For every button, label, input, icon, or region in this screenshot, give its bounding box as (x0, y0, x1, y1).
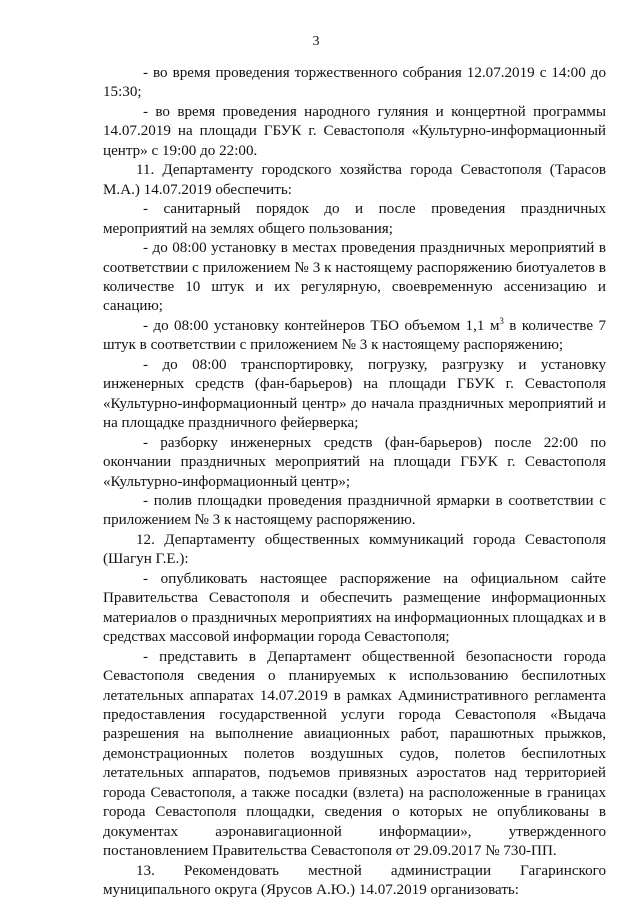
document-body (103, 64, 606, 900)
paragraph: - разборку инженерных средств (фан-барьеров) после 22:00 по окончании праздничных мероприятий на площади ГБУК г. Севастополя «Культурно-информационный центр»; (103, 434, 606, 490)
paragraph: - представить в Департамент общественной безопасности города Севастополя сведения о планируемых к использованию беспилотных летательных аппаратах 14.07.2019 в рамках Административного регламента предоставления государственной услуги города Севастополя «Выдача разрешения на выполнение авиационных работ, парашютных прыжков, демонстрационных полетов воздушных судов, полетов беспилотных летательных аппаратов, подъемов привязных аэростатов над территорией города Севастополя, а также посадки (взлета) на расположенные в границах города Севастополя площадки, сведения о которых не опубликованы в документах аэронавигационной информации», утвержденного постановлением Правительства Севастополя от 29.09.2017 № 730-ПП. (103, 648, 606, 860)
paragraph-item-13: 13. Рекомендовать местной администрации Гагаринского муниципального округа (Ярусов А.Ю.) 14.07.2019 организовать: (103, 862, 606, 899)
paragraph: - до 08:00 установку в местах проведения праздничных мероприятий в соответствии с приложением № 3 к настоящему распоряжению биотуалетов в количестве 10 штук и их регулярную, своевременную ассенизацию и санацию; (103, 240, 606, 315)
paragraph: - полив площадки проведения праздничной ярмарки в соответствии с приложением № 3 к настоящему распоряжению. (103, 492, 606, 529)
superscript: 3 (499, 315, 504, 326)
paragraph: - опубликовать настоящее распоряжение на официальном сайте Правительства Севастополя и обеспечить размещение информационных материалов о праздничных мероприятиях на информационных площадках и в средствах массовой информации города Севастополя; (103, 570, 606, 646)
paragraph: - до 08:00 транспортировку, погрузку, разгрузку и установку инженерных средств (фан-барьеров) на площади ГБУК г. Севастополя «Культурно-информационный центр» до начала праздничных мероприятий и на площадке праздничного фейерверка; (103, 356, 606, 432)
paragraph-text: в количестве 7 штук в соответствии с приложением № 3 к настоящему распоряжению; (103, 317, 606, 354)
paragraph-text: - до 08:00 установку контейнеров ТБО объемом 1,1 м (143, 317, 500, 334)
paragraph: - санитарный порядок до и после проведения праздничных мероприятий на землях общего пользования; (103, 201, 606, 237)
paragraph: - во время проведения торжественного собрания 12.07.2019 с 14:00 до 15:30; (103, 65, 606, 101)
paragraph-item-11: 11. Департаменту городского хозяйства города Севастополя (Тарасов М.А.) 14.07.2019 обеспечить: (103, 162, 606, 198)
paragraph-item-12: 12. Департаменту общественных коммуникаций города Севастополя (Шагун Г.Е.): (103, 531, 606, 568)
paragraph: - во время проведения народного гуляния и концертной программы 14.07.2019 на площади ГБУК г. Севастополя «Культурно-информационный центр» с 19:00 до 22:00. (103, 103, 606, 159)
paragraph (103, 317, 606, 356)
page-number: 3 (312, 34, 320, 49)
